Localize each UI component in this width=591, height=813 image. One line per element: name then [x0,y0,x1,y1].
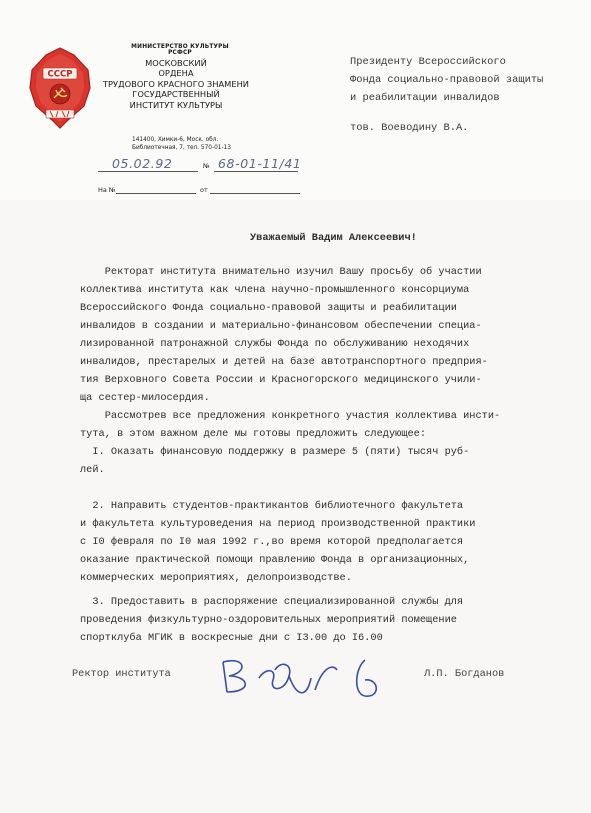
handwritten-date: 05.02.92 [112,156,173,171]
body-line-11: I. Оказать финансовую поддержку в размере 5 (пяти) тысяч руб- [80,446,470,458]
handwritten-number: 68-01-11/41 [218,156,302,171]
body-line-16: с I0 февраля по I0 мая 1992 г.,во время которой предполагается [80,536,464,548]
body-line-12: лей. [80,464,105,476]
number-underline [214,171,298,172]
body-line-3: Всероссийского Фонда социально-правовой защиты и реабилитации [80,302,457,314]
addressee-line-2: Фонда социально-правовой защиты [350,74,544,86]
institute-line-4: ГОСУДАРСТВЕННЫЙ [132,89,220,100]
body-line-21: проведения физкультурно-оздоровительных мероприятий помещение [80,614,457,626]
institute-name [102,58,250,110]
institute-line-2: ОРДЕНА [158,68,194,79]
date-underline [98,171,198,172]
body-line-7: тия Верховного Совета России и Красногорского медицинского учили- [80,374,482,386]
number-prefix: № [203,162,210,170]
body-line-15: и факультета культуроведения на период производственной практики [80,518,476,530]
body-line-20: 3. Предоставить в распоряжение специализированной службы для [80,596,464,608]
reply-to-from: от [200,186,208,194]
institute-line-5: ИНСТИТУТ КУЛЬТУРЫ [129,99,223,110]
order-badge-icon [28,46,92,130]
address-line-2: Библиотечная, 7, тел. 570-01-13 [132,145,231,151]
reply-to-prefix: На № [98,186,116,194]
institute-line-1: МОСКОВСКИЙ [145,58,207,68]
body-line-1: Ректорат института внимательно изучил Вашу просьбу об участии [80,266,482,278]
addressee-line-1: Президенту Всероссийского [350,56,506,68]
body-line-18: коммерческих мероприятиях, делопроизводстве. [80,572,352,584]
addressee-line-4: тов. Воеводину В.А. [350,122,469,134]
addressee-line-3: и реабилитации инвалидов [350,92,500,104]
ministry-line: МИНИСТЕРСТВО КУЛЬТУРЫ РСФСР [131,44,229,56]
body-line-17: оказание практической помощи правлению Фонда в организационных, [80,554,470,566]
body-line-8: ща сестер-милосердия. [80,392,210,404]
body-line-6: инвалидов, престарелых и детей на базе автотранспортного предприя- [80,356,488,368]
reply-date-line [210,193,300,194]
body-line-5: лизированной патронажной службы Фонда по обслуживанию неходячих [80,338,470,350]
signatory-title: Ректор института [72,668,171,680]
body-line-10: тута, в этом важном деле мы готовы предложить следующее: [80,428,427,440]
signatory-name: Л.П. Богданов [424,668,505,680]
reply-number-line [116,193,196,194]
badge-text: СССР [47,69,73,80]
body-line-9: Рассмотрев все предложения конкретного участия коллектива инсти- [80,410,501,422]
body-line-22: спортклуба МГИК в воскресные дни с I3.00 до I6.00 [80,632,383,644]
greeting: Уважаемый Вадим Алексеевич! [250,232,417,244]
institute-line-3: ТРУДОВОГО КРАСНОГО ЗНАМЕНИ [102,78,250,89]
handwritten-signature [215,648,395,704]
body-line-4: инвалидов в создании и материально-финансовом обеспечении специа- [80,320,482,332]
address-line-1: 141400, Химки-6, Моск. обл. [132,137,219,143]
body-line-14: 2. Направить студентов-практикантов библиотечного факультета [80,500,464,512]
body-line-2: коллектива института как члена научно-промышленного консорциума [80,284,470,296]
